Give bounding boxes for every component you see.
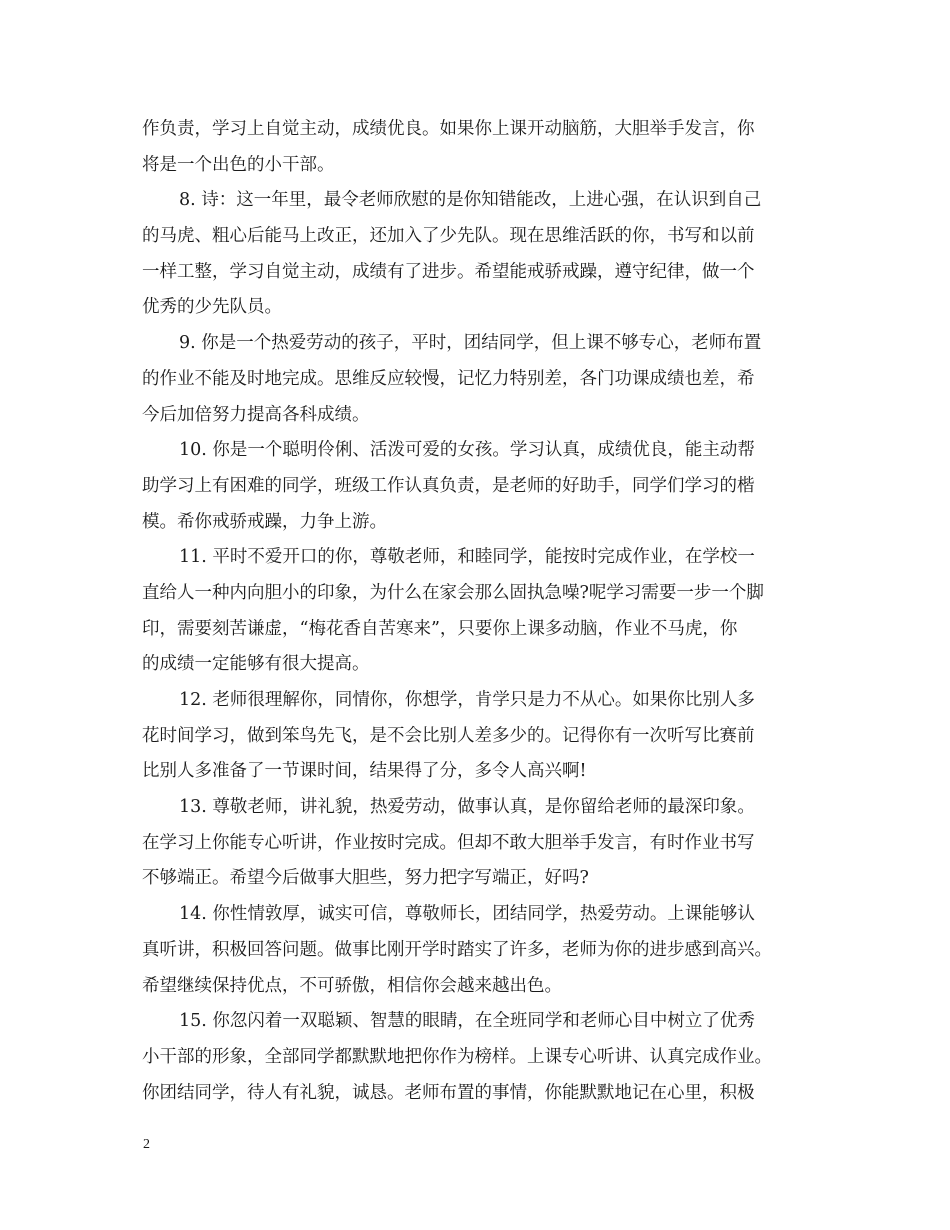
paragraph-continuation xyxy=(142,112,812,183)
text-line: 小干部的形象，全部同学都默默地把你作为榜样。上课专心听讲、认真完成作业。 xyxy=(142,1046,772,1067)
text-line: 9. 你是一个热爱劳动的孩子，平时，团结同学，但上课不够专心，老师布置 xyxy=(179,333,762,354)
text-line: 10. 你是一个聪明伶俐、活泼可爱的女孩。学习认真，成绩优良，能主动帮 xyxy=(179,440,755,461)
text-line: 8. 诗：这一年里，最令老师欣慰的是你知错能改，上进心强，在认识到自己 xyxy=(179,190,762,211)
text-line: 印，需要刻苦谦虚，“梅花香自苦寒来”，只要你上课多动脑，作业不马虎，你 xyxy=(142,618,738,639)
text-line: 13. 尊敬老师，讲礼貌，热爱劳动，做事认真，是你留给老师的最深印象。 xyxy=(179,797,755,818)
text-line: 在学习上你能专心听讲，作业按时完成。但却不敢大胆举手发言，有时作业书写 xyxy=(142,832,755,853)
text-line: 14. 你性情敦厚，诚实可信，尊敬师长，团结同学，热爱劳动。上课能够认 xyxy=(179,904,755,925)
paragraph-item-13 xyxy=(142,790,812,897)
text-line: 的作业不能及时地完成。思维反应较慢，记忆力特别差，各门功课成绩也差，希 xyxy=(142,368,755,389)
text-line: 15. 你忽闪着一双聪颖、智慧的眼睛，在全班同学和老师心目中树立了优秀 xyxy=(179,1011,755,1032)
text-line: 12. 老师很理解你，同情你，你想学，肯学只是力不从心。如果你比别人多 xyxy=(179,690,755,710)
text-line: 今后加倍努力提高各科成绩。 xyxy=(142,404,370,425)
paragraph-item-10 xyxy=(142,433,812,540)
paragraph-item-12 xyxy=(142,683,812,790)
text-line: 希望继续保持优点，不可骄傲，相信你会越来越出色。 xyxy=(142,975,562,996)
text-line: 优秀的少先队员。 xyxy=(142,297,282,318)
paragraph-item-15 xyxy=(142,1004,812,1111)
text-line: 真听讲，积极回答问题。做事比刚开学时踏实了许多，老师为你的进步感到高兴。 xyxy=(142,939,772,960)
paragraph-item-11 xyxy=(142,540,812,683)
text-line: 作负责，学习上自觉主动，成绩优良。如果你上课开动脑筋，大胆举手发言，你 xyxy=(142,119,755,139)
text-line: 将是一个出色的小干部。 xyxy=(142,154,335,175)
paragraph-item-8 xyxy=(142,183,812,326)
text-line: 比别人多准备了一节课时间，结果得了分，多令人高兴啊! xyxy=(142,761,587,782)
text-line: 一样工整，学习自觉主动，成绩有了进步。希望能戒骄戒躁，遵守纪律，做一个 xyxy=(142,261,755,282)
paragraph-item-14 xyxy=(142,897,812,1004)
text-line: 你团结同学，待人有礼貌，诚恳。老师布置的事情，你能默默地记在心里，积极 xyxy=(142,1082,755,1103)
text-line: 的马虎、粗心后能马上改正，还加入了少先队。现在思维活跃的你，书写和以前 xyxy=(142,226,755,247)
text-line: 的成绩一定能够有很大提高。 xyxy=(142,654,370,675)
text-line: 助学习上有困难的同学，班级工作认真负责，是老师的好助手，同学们学习的楷 xyxy=(142,475,755,496)
page-number: 2 xyxy=(143,1137,150,1152)
paragraph-item-9 xyxy=(142,326,812,433)
text-line: 模。希你戒骄戒躁，力争上游。 xyxy=(142,511,387,532)
text-line: 11. 平时不爱开口的你，尊敬老师，和睦同学，能按时完成作业，在学校一 xyxy=(179,547,755,568)
document-body xyxy=(142,112,812,1111)
text-line: 花时间学习，做到笨鸟先飞，是不会比别人差多少的。记得你有一次听写比赛前 xyxy=(142,725,755,746)
text-line: 直给人一种内向胆小的印象，为什么在家会那么固执急噪?呢学习需要一步一个脚 xyxy=(142,582,764,603)
text-line: 不够端正。希望今后做事大胆些，努力把字写端正，好吗? xyxy=(142,868,589,889)
